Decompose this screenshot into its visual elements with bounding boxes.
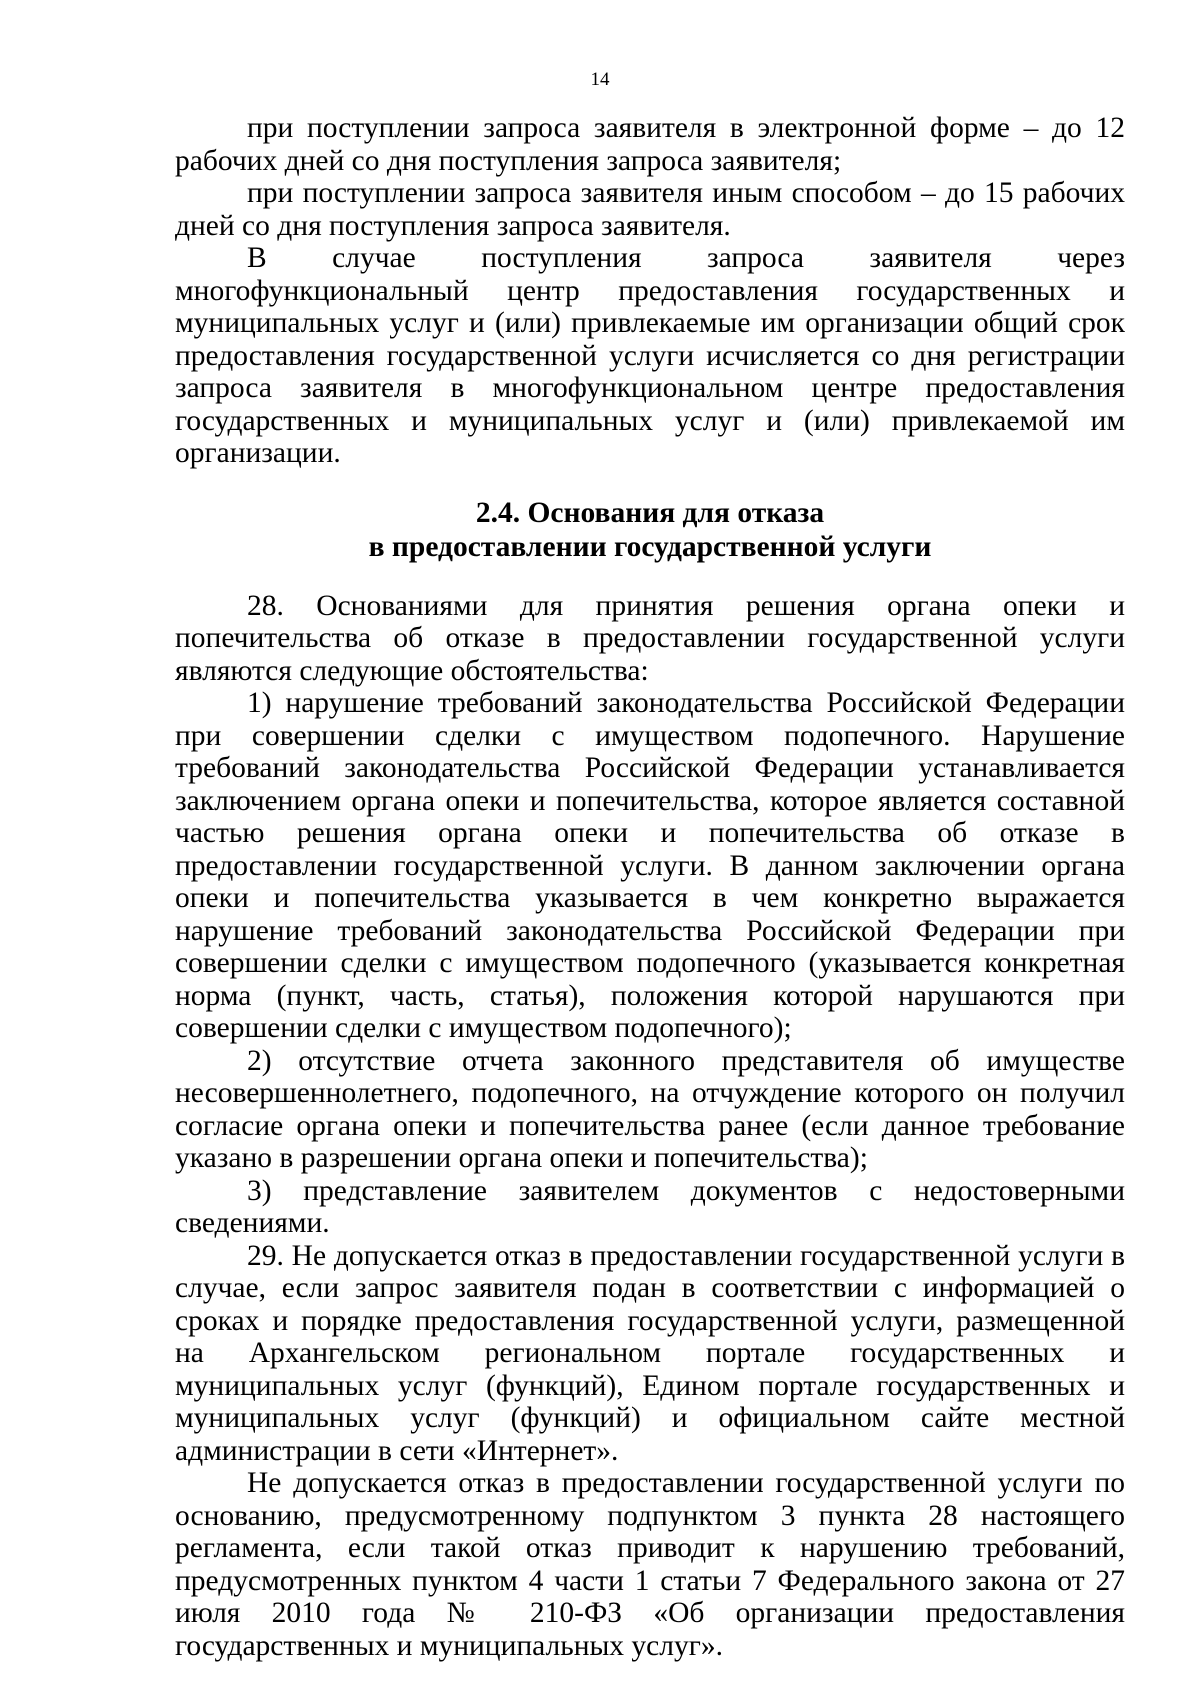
paragraph-refusal-not-allowed: Не допускается отказ в предоставлении государственной услуги по основанию, предусмотренному подпунктом 3 пункта 28 настоящего регламента, если такой отказ приводит к нарушению требований, предусмотренных пунктом 4 части 1 статьи 7 Федерального закона от 27 июля 2010 года № 210-ФЗ «Об организации предоставления государственных и муниципальных услуг». bbox=[175, 1467, 1125, 1662]
paragraph-28-intro: 28. Основаниями для принятия решения органа опеки и попечительства об отказе в предоставлении государственной услуги являются следующие обстоятельства: bbox=[175, 589, 1125, 687]
section-heading-line-1: 2.4. Основания для отказа bbox=[475, 496, 825, 529]
section-heading bbox=[175, 496, 1125, 564]
paragraph-28-item-3: 3) представление заявителем документов с недостоверными сведениями. bbox=[175, 1174, 1125, 1239]
page-number: 14 bbox=[590, 69, 610, 90]
paragraph-28-item-2: 2) отсутствие отчета законного представителя об имуществе несовершеннолетнего, подопечного, на отчуждение которого он получил согласие органа опеки и попечительства ранее (если данное требование указано в разрешении органа опеки и попечительства); bbox=[175, 1044, 1125, 1174]
document-body bbox=[175, 112, 1125, 1662]
section-heading-line-2: в предоставлении государственной услуги bbox=[368, 530, 932, 563]
paragraph-mfc-request: В случае поступления запроса заявителя через многофункциональный центр предоставления государственных и муниципальных услуг и (или) привлекаемые им организации общий срок предоставления государственной услуги исчисляется со дня регистрации запроса заявителя в многофункциональном центре предоставления государственных и муниципальных услуг и (или) привлекаемой им организации. bbox=[175, 242, 1125, 469]
paragraph-other-request-deadline: при поступлении запроса заявителя иным способом – до 15 рабочих дней со дня поступления запроса заявителя. bbox=[175, 177, 1125, 242]
paragraph-electronic-request-deadline: при поступлении запроса заявителя в электронной форме – до 12 рабочих дней со дня поступления запроса заявителя; bbox=[175, 112, 1125, 177]
paragraph-29: 29. Не допускается отказ в предоставлении государственной услуги в случае, если запрос заявителя подан в соответствии с информацией о сроках и порядке предоставления государственной услуги, размещенной на Архангельском региональном портале государственных и муниципальных услуг (функций), Едином портале государственных и муниципальных услуг (функций) и официальном сайте местной администрации в сети «Интернет». bbox=[175, 1239, 1125, 1467]
paragraph-28-item-1: 1) нарушение требований законодательства Российской Федерации при совершении сделки с имуществом подопечного. Нарушение требований законодательства Российской Федерации устанавливается заключением органа опеки и попечительства, которое является составной частью решения органа опеки и попечительства об отказе в предоставлении государственной услуги. В данном заключении органа опеки и попечительства указывается в чем конкретно выражается нарушение требований законодательства Российской Федерации при совершении сделки с имуществом подопечного (указывается конкретная норма (пункт, часть, статья), положения которой нарушаются при совершении сделки с имуществом подопечного); bbox=[175, 687, 1125, 1044]
